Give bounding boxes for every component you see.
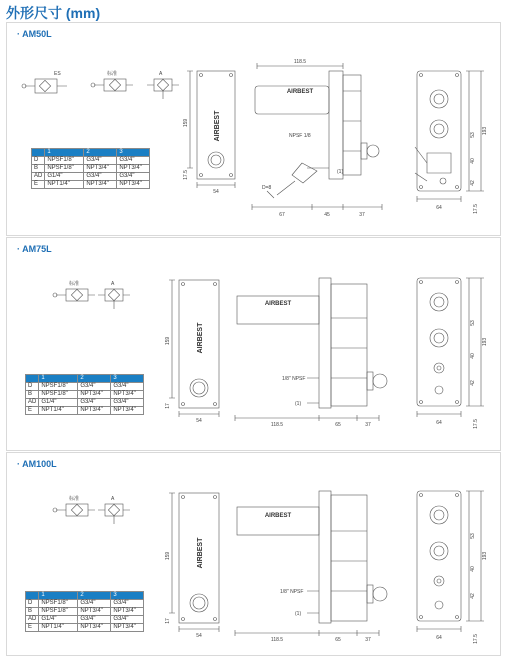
symbol-a	[98, 289, 130, 309]
dim-b2: 65	[335, 637, 341, 643]
dim-b1: 67	[279, 212, 285, 218]
dim-b2: 65	[335, 422, 341, 428]
table-row: B NPSF1/8" NPT3/4" NPT3/4"	[26, 608, 144, 616]
symbol-standard	[91, 79, 133, 91]
front-view	[169, 493, 219, 632]
symbol-label: A	[159, 71, 163, 77]
dim-bottom-front: 17.5	[183, 170, 189, 180]
am50l-drawing	[7, 23, 500, 235]
symbol-label: 标准	[69, 496, 80, 502]
dim-r-total: 193	[482, 126, 488, 136]
brand-logo: AIRBEST	[286, 89, 314, 95]
side-view	[252, 63, 382, 210]
brand-logo: AIRBEST	[197, 322, 204, 354]
table-row: AD G1/4" G3/4" G3/4"	[32, 173, 150, 181]
front-view	[187, 71, 235, 188]
symbol-label: A	[111, 496, 115, 502]
section-am50l	[6, 22, 501, 236]
dim-top: 118.5	[293, 59, 307, 65]
brand-logo: AIRBEST	[214, 110, 221, 142]
dim-r1: 53	[470, 533, 476, 539]
symbol-a	[147, 79, 179, 99]
dim-w-side: 64	[436, 420, 442, 426]
dim-b3: 37	[365, 422, 371, 428]
dim-bottom-side: 17.5	[473, 419, 479, 429]
section-title: · AM50L	[17, 29, 52, 39]
table-row: D NPSF1/8" G3/4" G3/4"	[26, 600, 144, 608]
section-title: · AM75L	[17, 244, 52, 254]
table-row: AD G1/4" G3/4" G3/4"	[26, 399, 144, 407]
callout-1: (1)	[295, 611, 302, 617]
symbol-a	[98, 504, 130, 524]
dim-bottom-side: 17.5	[473, 634, 479, 644]
symbol-label: ES	[54, 71, 61, 77]
port-table	[25, 591, 144, 632]
dim-r2: 40	[470, 158, 476, 164]
callout-1: (1)	[337, 169, 344, 175]
dim-b3: 37	[365, 637, 371, 643]
dim-r2: 40	[470, 566, 476, 572]
dim-b1: 118.5	[270, 637, 284, 643]
side-view	[235, 491, 387, 636]
brand-logo: AIRBEST	[264, 513, 292, 519]
dim-b3: 37	[359, 212, 365, 218]
dim-r3: 42	[470, 593, 476, 599]
symbol-label: 标准	[69, 281, 80, 287]
dim-r3: 42	[470, 180, 476, 186]
table-header: 1 2 3	[26, 375, 144, 383]
symbol-standard	[53, 504, 95, 516]
dim-r1: 53	[470, 320, 476, 326]
table-header: 1 2 3	[32, 149, 150, 157]
section-title: · AM100L	[17, 459, 57, 469]
rear-view	[417, 491, 484, 632]
port-label: 1/8" NPSF	[280, 589, 304, 595]
symbol-es	[22, 79, 67, 93]
dim-h-front: 159	[165, 336, 171, 346]
table-row: B NPSF1/8" NPT3/4" NPT3/4"	[32, 165, 150, 173]
symbol-label: A	[111, 281, 115, 287]
port-table	[25, 374, 144, 415]
dim-w-front: 54	[213, 189, 219, 195]
table-row: AD G1/4" G3/4" G3/4"	[26, 616, 144, 624]
dim-r-total: 193	[482, 337, 488, 347]
am75l-drawing	[7, 238, 500, 450]
table-row: D NPSF1/8" G3/4" G3/4"	[32, 157, 150, 165]
dim-r-total: 193	[482, 551, 488, 561]
dim-w-front: 54	[196, 633, 202, 639]
dim-bottom-side: 17.5	[473, 204, 479, 214]
table-row: E NPT1/4" NPT3/4" NPT3/4"	[26, 624, 144, 632]
section-am100l	[6, 452, 501, 656]
port-table	[31, 148, 150, 189]
front-view	[169, 280, 219, 417]
section-am75l	[6, 237, 501, 451]
dim-w-front: 54	[196, 418, 202, 424]
rear-view	[417, 278, 484, 417]
symbol-label: 标准	[107, 71, 118, 77]
dim-b2: 45	[324, 212, 330, 218]
page-title: 外形尺寸 (mm)	[6, 5, 101, 21]
dim-h-front: 159	[183, 118, 189, 128]
brand-logo: AIRBEST	[264, 301, 292, 307]
dim-bottom-front: 17	[165, 403, 171, 409]
dim-w-side: 64	[436, 635, 442, 641]
side-view	[235, 278, 387, 421]
callout-1: (1)	[295, 401, 302, 407]
symbol-standard	[53, 289, 95, 301]
table-row: E NPT1/4" NPT3/4" NPT3/4"	[26, 407, 144, 415]
table-row: D NPSF1/8" G3/4" G3/4"	[26, 383, 144, 391]
table-row: E NPT1/4" NPT3/4" NPT3/4"	[32, 181, 150, 189]
table-row: B NPSF1/8" NPT3/4" NPT3/4"	[26, 391, 144, 399]
dim-bottom-front: 17	[165, 618, 171, 624]
brand-logo: AIRBEST	[197, 537, 204, 569]
dim-r3: 42	[470, 380, 476, 386]
port-label: 1/8" NPSF	[282, 376, 306, 382]
dim-h-front: 159	[165, 551, 171, 561]
d8-label: D=8	[262, 185, 272, 191]
port-label: NPSF 1/8	[289, 133, 311, 139]
table-header: 1 2 3	[26, 592, 144, 600]
dim-r1: 53	[470, 132, 476, 138]
dim-b1: 118.5	[270, 422, 284, 428]
dim-w-side: 64	[436, 205, 442, 211]
dim-r2: 40	[470, 353, 476, 359]
